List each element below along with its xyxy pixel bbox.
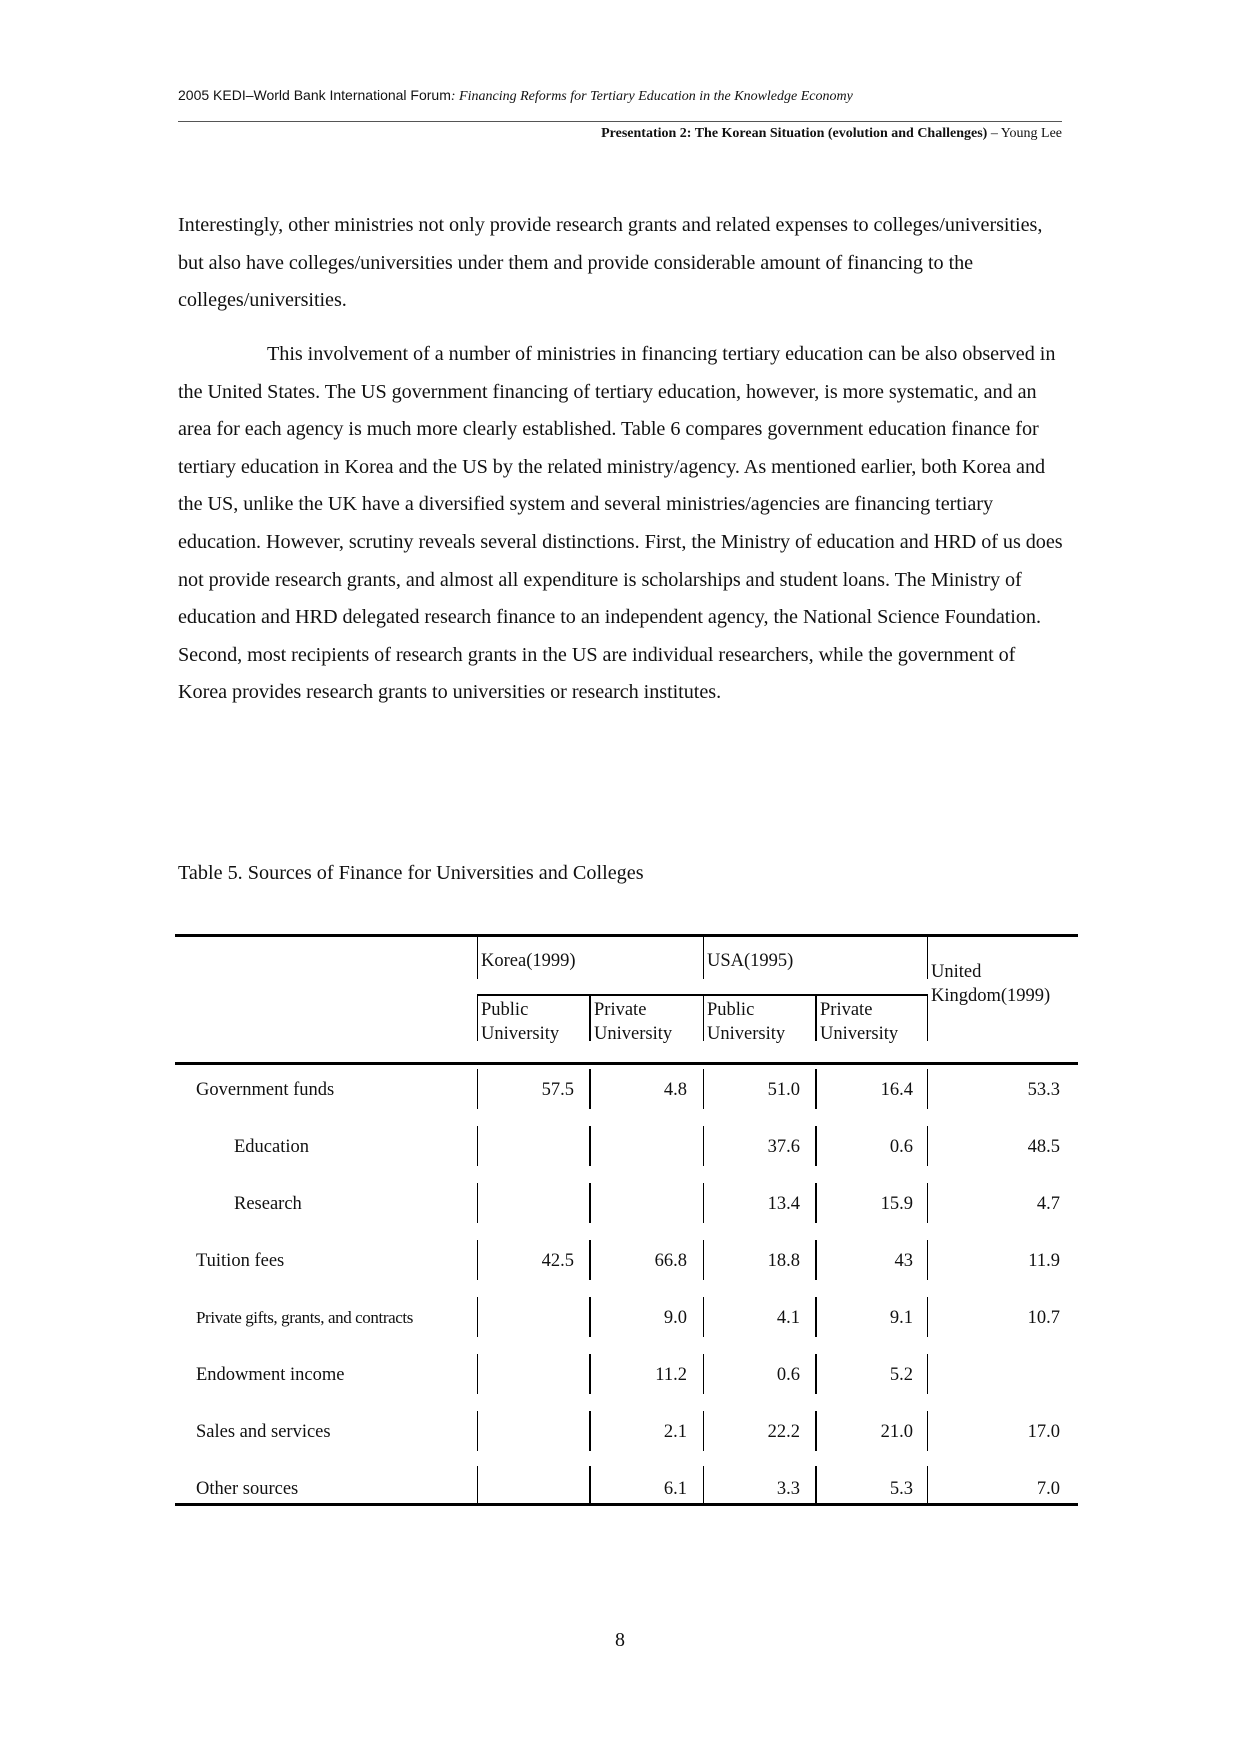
subheader-divider-5 [927, 995, 928, 1041]
cell-divider [589, 1069, 591, 1109]
value-usa-private: 0.6 [889, 1137, 913, 1157]
subheader-divider-3 [703, 995, 704, 1041]
cell-divider [927, 1297, 928, 1337]
value-usa-public: 37.6 [767, 1137, 800, 1157]
cell-divider [703, 1240, 704, 1280]
cell-divider [589, 1411, 591, 1451]
body-paragraph-2: This involvement of a number of ministries in financing tertiary education can be also observed in the United States. The US government financing of tertiary education, however, is more systematic, and an area for each agency is much more clearly established. Table 6 compares government education finance for tertiary education in Korea and the US by the related ministry/agency. As mentioned earlier, both Korea and the US, unlike the UK have a diversified system and several ministries/agencies are financing tertiary education. However, scrutiny reveals several distinctions. First, the Ministry of education and HRD of us does not provide research grants, and almost all expenditure is scholarships and student loans. The Ministry of education and HRD delegated research finance to an independent agency, the National Science Foundation. Second, most recipients of research grants in the US are individual researchers, while the government of Korea provides research grants to universities or research institutes. [178, 343, 1063, 704]
row-label: Sales and services [196, 1422, 331, 1442]
value-usa-private: 16.4 [880, 1080, 913, 1100]
cell-divider [815, 1297, 817, 1337]
cell-divider [589, 1240, 591, 1280]
subheader-usa-private-2: University [820, 1024, 899, 1044]
cell-divider [477, 1183, 478, 1223]
value-korea-private: 9.0 [663, 1308, 687, 1328]
cell-divider [477, 1126, 478, 1166]
header-divider-korea [477, 937, 478, 979]
value-uk: 7.0 [1036, 1479, 1060, 1499]
subheader-korea-public-2: University [481, 1024, 560, 1044]
value-usa-private: 5.2 [889, 1365, 913, 1385]
subheader-usa-private-1: Private [820, 1000, 873, 1020]
subheader-divider-4 [815, 995, 817, 1041]
cell-divider [703, 1126, 704, 1166]
cell-divider [703, 1297, 704, 1337]
header-bottom-rule [175, 1062, 1078, 1065]
value-usa-public: 18.8 [767, 1251, 800, 1271]
value-korea-public: 57.5 [541, 1080, 574, 1100]
table-caption: Table 5. Sources of Finance for Universities and Colleges [178, 862, 644, 884]
subheader-korea-public-1: Public [481, 1000, 529, 1020]
cell-divider [815, 1183, 817, 1223]
cell-divider [815, 1069, 817, 1109]
cell-divider [477, 1466, 478, 1504]
value-uk: 17.0 [1027, 1422, 1060, 1442]
row-label: Other sources [196, 1479, 299, 1499]
cell-divider [815, 1126, 817, 1166]
value-usa-public: 22.2 [767, 1422, 800, 1442]
subheader-rule [477, 994, 928, 996]
cell-divider [927, 1411, 928, 1451]
running-header [178, 86, 1064, 106]
value-korea-private: 66.8 [654, 1251, 687, 1271]
value-korea-private: 4.8 [663, 1080, 687, 1100]
cell-divider [703, 1466, 704, 1504]
value-usa-private: 15.9 [880, 1194, 913, 1214]
header-divider-uk [927, 937, 928, 979]
cell-divider [589, 1297, 591, 1337]
value-usa-public: 0.6 [776, 1365, 800, 1385]
header-uk-line1: United [931, 962, 982, 982]
cell-divider [927, 1126, 928, 1166]
forum-title: 2005 KEDI–World Bank International Forum [178, 87, 451, 103]
value-uk: 10.7 [1027, 1308, 1060, 1328]
cell-divider [927, 1183, 928, 1223]
value-korea-public: 42.5 [541, 1251, 574, 1271]
header-divider-usa [703, 937, 704, 979]
row-label: Government funds [196, 1080, 335, 1100]
body-paragraph-1: Interestingly, other ministries not only provide research grants and related expenses to colleges/universities, but also have colleges/universities under them and provide considerable amount of financing to the colleges/universities. [178, 214, 1043, 312]
page-number: 8 [615, 1629, 625, 1651]
cell-divider [815, 1411, 817, 1451]
cell-divider [477, 1069, 478, 1109]
table-bottom-rule [175, 1503, 1078, 1506]
cell-divider [815, 1466, 817, 1504]
cell-divider [589, 1183, 591, 1223]
header-korea: Korea(1999) [481, 951, 576, 971]
running-subheader [178, 125, 1062, 143]
value-uk: 11.9 [1028, 1251, 1060, 1271]
subheader-korea-private-2: University [594, 1024, 673, 1044]
header-divider [178, 121, 1062, 122]
subheader-korea-private-1: Private [594, 1000, 647, 1020]
author-name: – Young Lee [987, 126, 1062, 141]
presentation-title: Presentation 2: The Korean Situation (evolution and Challenges) [601, 126, 988, 141]
subheader-usa-public-1: Public [707, 1000, 755, 1020]
value-korea-private: 2.1 [663, 1422, 687, 1442]
value-usa-public: 51.0 [767, 1080, 800, 1100]
subheader-divider-1 [477, 995, 478, 1041]
row-label: Research [234, 1194, 302, 1214]
subheader-usa-public-2: University [707, 1024, 786, 1044]
cell-divider [589, 1126, 591, 1166]
cell-divider [703, 1183, 704, 1223]
cell-divider [703, 1069, 704, 1109]
cell-divider [589, 1466, 591, 1504]
value-usa-private: 5.3 [889, 1479, 913, 1499]
forum-subtitle: : Financing Reforms for Tertiary Education in the Knowledge Economy [450, 89, 853, 104]
value-uk: 4.7 [1036, 1194, 1060, 1214]
header-usa: USA(1995) [707, 951, 794, 971]
value-korea-private: 6.1 [663, 1479, 687, 1499]
cell-divider [477, 1297, 478, 1337]
row-label: Endowment income [196, 1365, 345, 1385]
value-uk: 48.5 [1027, 1137, 1060, 1157]
row-label: Tuition fees [196, 1251, 285, 1271]
value-korea-private: 11.2 [655, 1365, 687, 1385]
cell-divider [815, 1354, 817, 1394]
row-label: Private gifts, grants, and contracts [196, 1308, 413, 1327]
cell-divider [703, 1411, 704, 1451]
cell-divider [927, 1069, 928, 1109]
cell-divider [589, 1354, 591, 1394]
row-label: Education [234, 1137, 310, 1157]
value-usa-private: 9.1 [889, 1308, 913, 1328]
header-uk-line2: Kingdom(1999) [931, 986, 1051, 1006]
subheader-divider-2 [589, 995, 591, 1041]
value-usa-public: 4.1 [776, 1308, 800, 1328]
value-usa-public: 3.3 [776, 1479, 800, 1499]
cell-divider [477, 1411, 478, 1451]
cell-divider [703, 1354, 704, 1394]
cell-divider [815, 1240, 817, 1280]
value-usa-private: 21.0 [880, 1422, 913, 1442]
cell-divider [927, 1240, 928, 1280]
value-usa-public: 13.4 [767, 1194, 800, 1214]
table-top-rule [175, 934, 1078, 937]
value-uk: 53.3 [1027, 1080, 1060, 1100]
cell-divider [477, 1240, 478, 1280]
cell-divider [927, 1354, 928, 1394]
value-usa-private: 43 [894, 1251, 913, 1271]
cell-divider [927, 1466, 928, 1504]
cell-divider [477, 1354, 478, 1394]
